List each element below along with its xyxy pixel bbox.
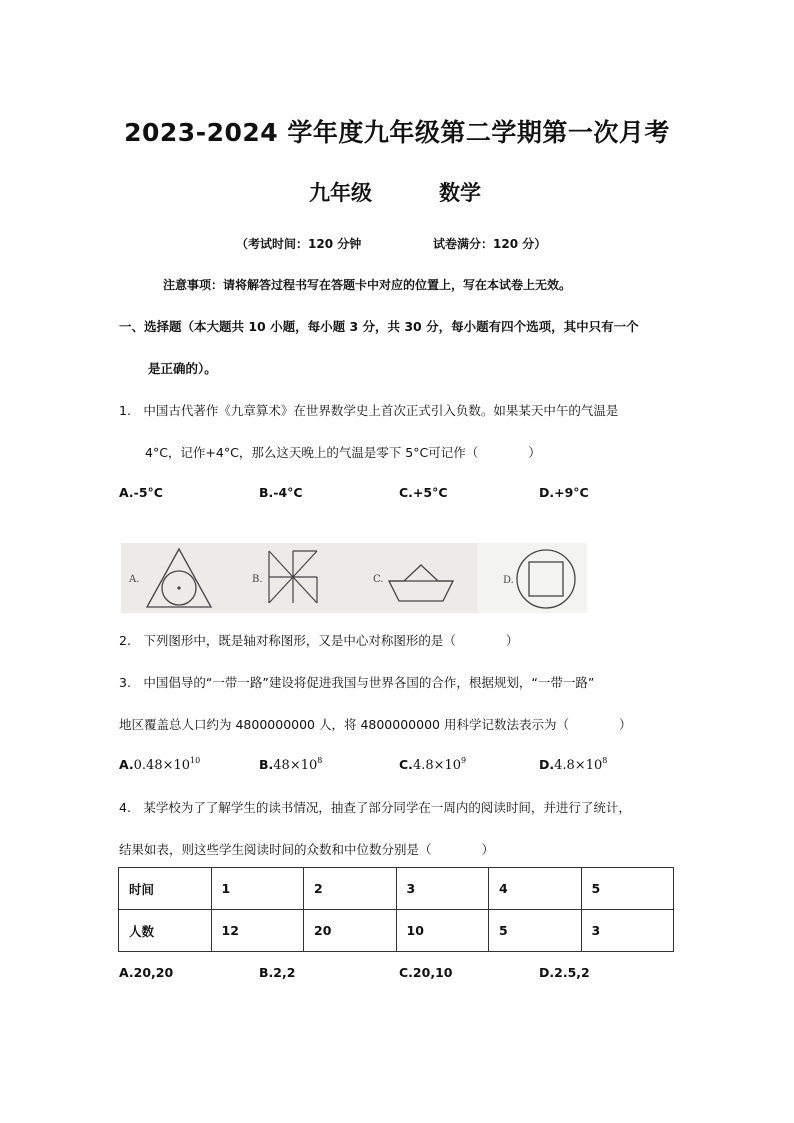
option-letter: A.: [119, 757, 134, 772]
option-exponent: 8: [602, 756, 608, 765]
option-base: 48×10: [273, 758, 318, 773]
table-cell: 20: [304, 910, 397, 952]
figure-d-label: D.: [503, 575, 514, 586]
exam-title: 2023-2024 学年度九年级第二学期第一次月考: [124, 118, 670, 147]
notice: 注意事项：请将解答过程书写在答题卡中对应的位置上，写在本试卷上无效。: [163, 278, 572, 292]
question-4-option-c: C.20,10: [399, 965, 453, 980]
question-3-option-a: [119, 756, 200, 773]
exam-time: （考试时间：120 分钟: [236, 237, 362, 251]
question-3-option-d: [539, 756, 607, 773]
figure-a-label: A.: [129, 574, 140, 585]
option-base: 4.8×10: [412, 758, 462, 773]
section-heading-cont: 是正确的）。: [148, 361, 217, 376]
question-4-option-a: A.20,20: [119, 965, 174, 980]
figure-b-label: B.: [252, 574, 263, 585]
question-4-option-b: B.2,2: [259, 965, 296, 980]
question-1-option-a: A.-5°C: [119, 485, 163, 500]
option-letter: C.: [399, 757, 413, 772]
option-exponent: 8: [317, 756, 323, 765]
figure-a: [128, 549, 211, 607]
table-cell: 时间: [119, 868, 212, 910]
table-cell: 人数: [119, 910, 212, 952]
question-3-option-c: [399, 756, 466, 773]
figure-d: [503, 550, 575, 608]
table-row: [119, 868, 674, 910]
table-cell: 2: [304, 868, 397, 910]
option-letter: D.: [539, 757, 555, 772]
figure-d-svg: [477, 543, 587, 613]
full-score: 试卷满分：120 分）: [433, 237, 547, 251]
table-cell: 3: [581, 910, 674, 952]
question-4-text: 4. 某学校为了了解学生的读书情况，抽查了部分同学在一周内的阅读时间，并进行了统计，: [119, 800, 631, 815]
option-base: 4.8×10: [554, 758, 603, 773]
question-1-option-b: B.-4°C: [259, 485, 303, 500]
table-cell: 1: [211, 868, 304, 910]
table-cell: 3: [396, 868, 489, 910]
figure-b: [252, 551, 317, 603]
figure-c-label: C.: [373, 574, 384, 585]
option-letter: B.: [259, 757, 274, 772]
table-cell: 5: [489, 910, 582, 952]
table-row: [119, 910, 674, 952]
question-4-text-cont: 结果如表，则这些学生阅读时间的众数和中位数分别是（ ）: [119, 842, 495, 857]
table-cell: 10: [396, 910, 489, 952]
figures-svg: [121, 543, 477, 613]
question-1-option-d: D.+9°C: [539, 485, 589, 500]
grade-label: 九年级: [309, 181, 372, 205]
option-base: 0.48×10: [133, 758, 191, 773]
subject-label: 数学: [439, 181, 481, 205]
question-4-option-d: D.2.5,2: [539, 965, 590, 980]
reading-time-table: [118, 867, 674, 952]
question-1-text-cont: 4°C，记作+4°C，那么这天晚上的气温是零下 5°C可记作（ ）: [145, 445, 541, 460]
table-cell: 5: [581, 868, 674, 910]
table-cell: 12: [211, 910, 304, 952]
table-cell: 4: [489, 868, 582, 910]
question-2-figures: [121, 543, 477, 613]
option-exponent: 9: [461, 756, 467, 765]
question-1-option-c: C.+5°C: [399, 485, 448, 500]
question-1-text: 1. 中国古代著作《九章算术》在世界数学史上首次正式引入负数。如果某天中午的气温是: [119, 403, 619, 418]
option-exponent: 10: [190, 756, 201, 765]
question-3-text-cont: 地区覆盖总人口约为 4800000000 人，将 4800000000 用科学记数法表示为（ ）: [119, 717, 632, 732]
question-3-option-b: [259, 756, 322, 773]
figure-c: [373, 565, 453, 601]
question-2-text: 2. 下列图形中，既是轴对称图形，又是中心对称图形的是（ ）: [119, 633, 519, 648]
question-3-text: 3. 中国倡导的“一带一路”建设将促进我国与世界各国的合作，根据规划，“一带一路”: [119, 675, 595, 690]
section-heading: 一、选择题（本大题共 10 小题，每小题 3 分，共 30 分，每小题有四个选项，其中只有一个: [119, 319, 639, 334]
figure-d-panel: [477, 543, 587, 613]
